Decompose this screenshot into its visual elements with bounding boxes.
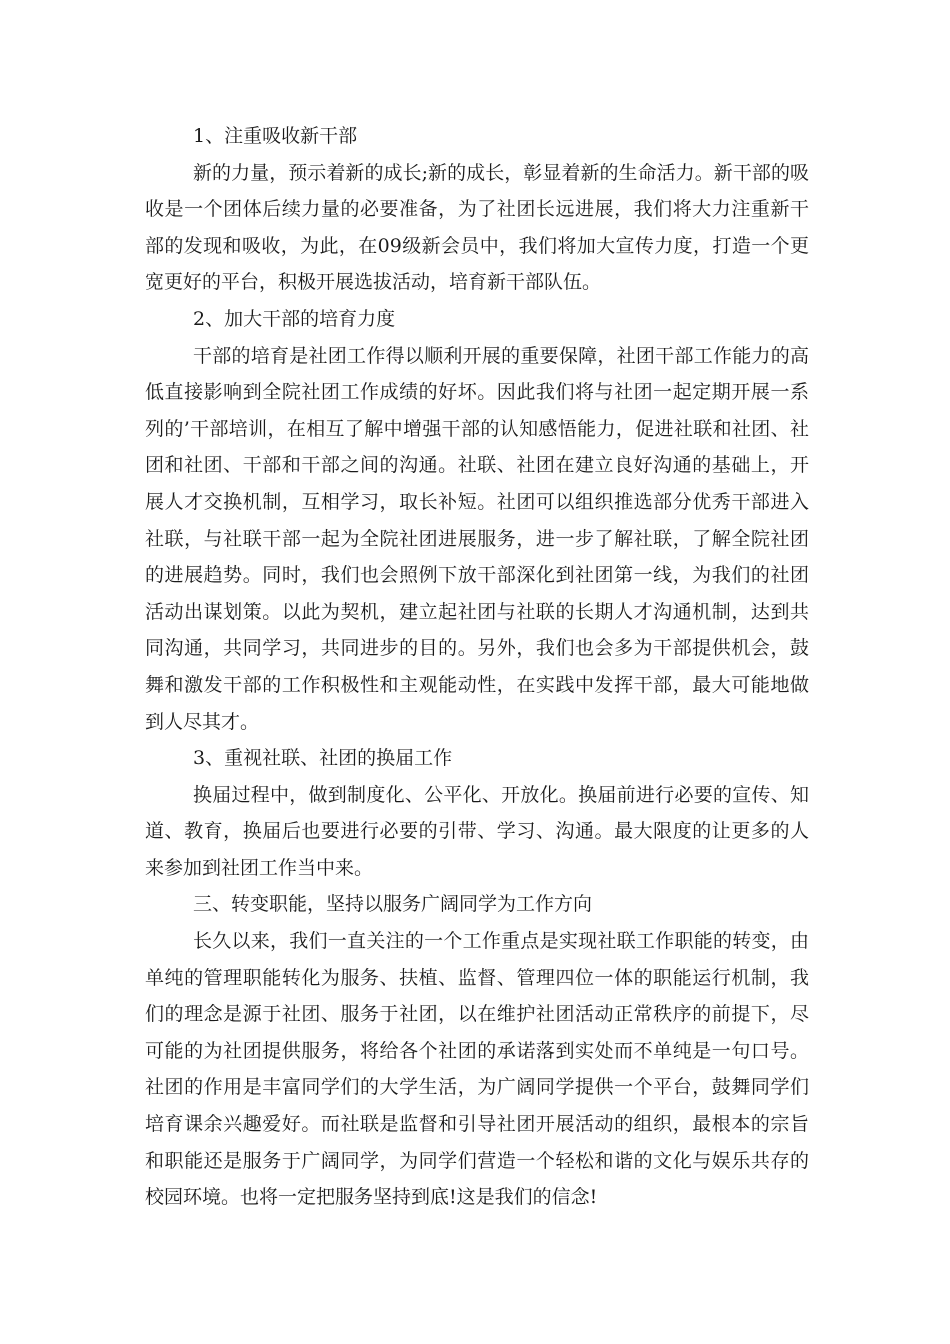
section-heading: 2、加大干部的培育力度 (193, 307, 396, 330)
document-page (145, 118, 809, 1216)
section-2 (145, 301, 809, 740)
section-4 (145, 886, 809, 1215)
section-heading: 三、转变职能，坚持以服务广阔同学为工作方向 (193, 893, 593, 916)
section-3 (145, 740, 809, 886)
section-paragraph: 换届过程中，做到制度化、公平化、开放化。换届前进行必要的宣传、知道、教育，换届后也要进行必要的引带、学习、沟通。最大限度的让更多的人来参加到社团工作当中来。 (145, 783, 809, 879)
section-paragraph: 长久以来，我们一直关注的一个工作重点是实现社联工作职能的转变，由单纯的管理职能转化为服务、扶植、监督、管理四位一体的职能运行机制，我们的理念是源于社团、服务于社团，以在维护社团活动正常秩序的前提下，尽可能的为社团提供服务，将给各个社团的承诺落到实处而不单纯是一句口号。社团的作用是丰富同学们的大学生活，为广阔同学提供一个平台，鼓舞同学们培育课余兴趣爱好。而社联是监督和引导社团开展活动的组织，最根本的宗旨和职能还是服务于广阔同学，为同学们营造一个轻松和谐的文化与娱乐共存的校园环境。也将一定把服务坚持到底!这是我们的信念! (145, 930, 809, 1209)
section-paragraph: 新的力量，预示着新的成长;新的成长，彰显着新的生命活力。新干部的吸收是一个团体后续力量的必要准备，为了社团长远进展，我们将大力注重新干部的发现和吸收，为此，在09级新会员中，我们将加大宣传力度，打造一个更宽更好的平台，积极开展选拔活动，培育新干部队伍。 (145, 161, 809, 294)
section-1 (145, 118, 809, 301)
section-heading: 3、重视社联、社团的换届工作 (193, 747, 453, 770)
section-heading: 1、注重吸收新干部 (193, 125, 358, 147)
section-paragraph: 干部的培育是社团工作得以顺利开展的重要保障，社团干部工作能力的高低直接影响到全院社团工作成绩的好坏。因此我们将与社团一起定期开展一系列的’干部培训，在相互了解中增强干部的认知感悟能力，促进社联和社团、社团和社团、干部和干部之间的沟通。社联、社团在建立良好沟通的基础上，开展人才交换机制，互相学习，取长补短。社团可以组织推选部分优秀干部进入社联，与社联干部一起为全院社团进展服务，进一步了解社联，了解全院社团的进展趋势。同时，我们也会照例下放干部深化到社团第一线，为我们的社团活动出谋划策。以此为契机，建立起社团与社联的长期人才沟通机制，达到共同沟通，共同学习，共同进步的目的。另外，我们也会多为干部提供机会，鼓舞和激发干部的工作积极性和主观能动性，在实践中发挥干部，最大可能地做到人尽其才。 (145, 344, 809, 733)
